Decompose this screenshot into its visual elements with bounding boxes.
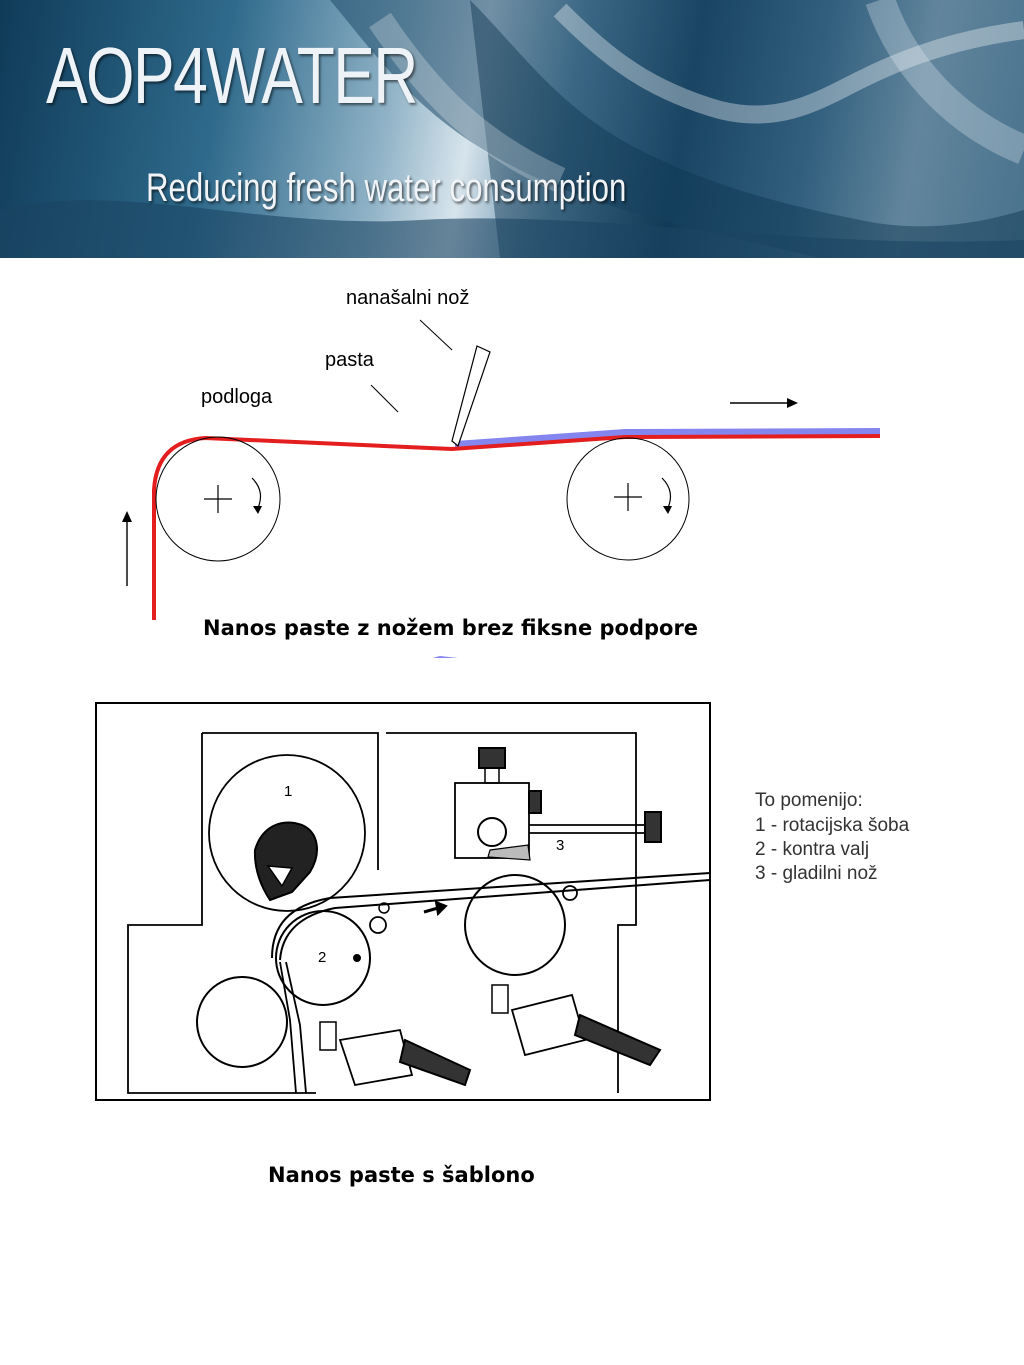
paste-blob xyxy=(392,656,458,658)
knife-coating-diagram xyxy=(0,258,1024,658)
label-substrate: podloga xyxy=(201,386,273,408)
label-knife: nanašalni nož xyxy=(346,287,470,309)
header-banner xyxy=(0,0,1024,258)
knife-diagram-caption: Nanos paste z nožem brez fiksne podpore xyxy=(203,616,699,640)
number-3: 3 xyxy=(556,837,565,854)
label-paste: pasta xyxy=(325,349,374,371)
stencil-coating-diagram xyxy=(0,660,1024,1150)
stencil-diagram-caption: Nanos paste s šablono xyxy=(268,1163,535,1187)
coating-knife xyxy=(452,346,490,446)
up-arrow xyxy=(122,511,132,586)
substrate-line xyxy=(154,436,880,620)
legend-item-1: 1 - rotacijska šoba xyxy=(755,815,910,836)
site-tagline: Reducing fresh water consumption xyxy=(146,166,627,210)
site-title: AOP4WATER xyxy=(46,31,417,120)
legend-item-2: 2 - kontra valj xyxy=(755,839,870,860)
left-roller xyxy=(156,437,280,561)
right-arrow xyxy=(730,398,798,408)
legend-title: To pomenijo: xyxy=(755,790,863,811)
right-roller xyxy=(567,438,689,560)
legend-item-3: 3 - gladilni nož xyxy=(755,863,878,884)
number-2: 2 xyxy=(318,949,327,966)
number-1: 1 xyxy=(284,783,293,800)
